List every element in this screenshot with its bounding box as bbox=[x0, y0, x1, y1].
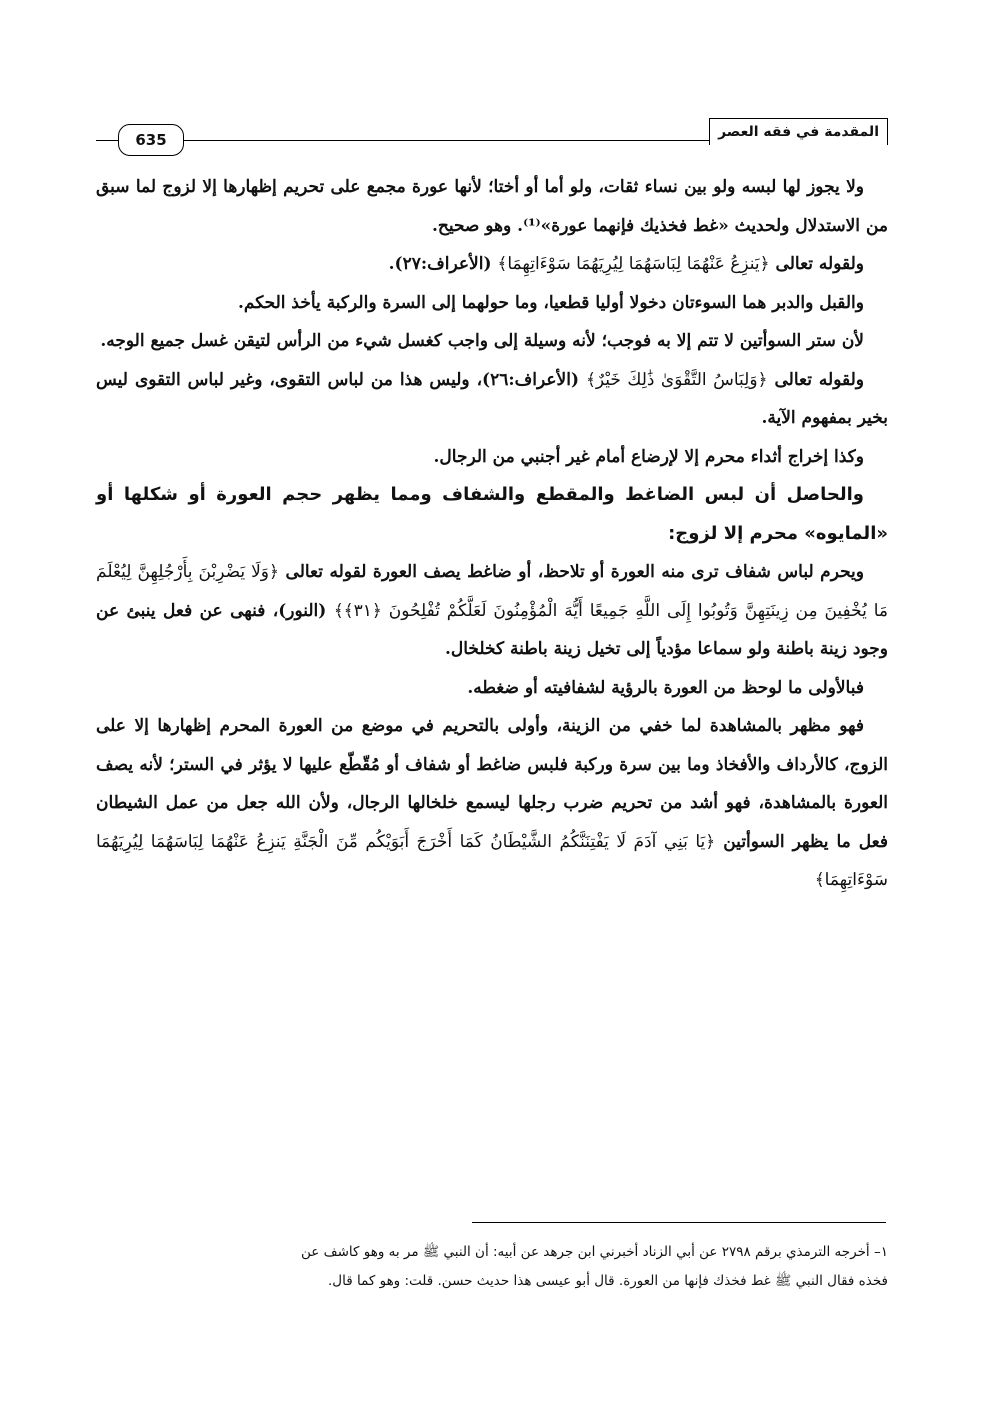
paragraph: وكذا إخراج أثداء محرم إلا لإرضاع أمام غير أجنبي من الرجال. bbox=[433, 446, 864, 467]
ornate-bracket-open: ﴿ bbox=[757, 369, 768, 390]
verse-intro: ولقوله تعالى bbox=[767, 369, 864, 390]
verse-reference: (الأعراف:٢٧). bbox=[388, 254, 498, 274]
paragraph: والقبل والدبر هما السوءتان دخولا أوليا قطعيا، وما حولهما إلى السرة والركبة يأخذ الحكم. bbox=[238, 292, 864, 313]
paragraph bbox=[96, 361, 888, 438]
quran-verse: وَلِبَاسُ التَّقْوَىٰ ذَٰلِكَ خَيْرٌ bbox=[595, 369, 758, 390]
footnote-rule bbox=[472, 1222, 886, 1223]
verse-reference: (النور)، فنهى عن فعل ينبئ عن وجود زينة باطنة ولو سماعا مؤدياً إلى تخيل زينة باطنة كخلخال. bbox=[96, 600, 888, 659]
ornate-bracket-open: ﴿ bbox=[705, 831, 716, 852]
paragraph-text: فهو مظهر بالمشاهدة لما خفي من الزينة، وأولى بالتحريم في موضع من العورة المحرم إظهارها إلا على الزوج، كالأرداف والأفخاذ وما بين سرة وركبة فلبس ضاغط أو شفاف أو مُقّطّع عليها لا يؤثر في الستر؛ لأنه يصف العورة بالمشاهدة، فهو أشد من تحريم ضرب رجلها ليسمع خلخالها الرجال، ولأن الله جعل من عمل الشيطان فعل ما يظهر السوأتين bbox=[96, 716, 888, 852]
page-number: 635 bbox=[118, 124, 184, 156]
quran-verse: يَنزِعُ عَنْهُمَا لِبَاسَهُمَا لِيُرِيَهُمَا سَوْءَاتِهِمَا bbox=[507, 254, 760, 274]
verse-intro: ويحرم لباس شفاف ترى منه العورة أو تلاحظ، أو ضاغط يصف العورة لقوله تعالى bbox=[278, 562, 864, 582]
paragraph bbox=[96, 553, 888, 669]
paragraph bbox=[96, 707, 888, 900]
paragraph: فبالأولى ما لوحظ من العورة بالرؤية لشفافيته أو ضغطه. bbox=[467, 677, 864, 698]
ornate-bracket-close: ﴾ bbox=[814, 870, 825, 890]
main-text bbox=[96, 168, 888, 900]
paragraph: لأن ستر السوأتين لا تتم إلا به فوجب؛ لأنه وسيلة إلى واجب كغسل شيء من الرأس لتيقن غسل جميع الوجه. bbox=[100, 331, 864, 351]
ornate-bracket-open: ﴿ bbox=[759, 254, 770, 274]
ornate-bracket-close: ﴾ bbox=[585, 369, 596, 390]
quran-verse: وَلَا يَضْرِبْنَ بِأَرْجُلِهِنَّ لِيُعْلَمَ مَا يُخْفِينَ مِن زِينَتِهِنَّ وَتُوبُوا إِلَى اللَّهِ جَمِيعًا أَيُّهَ الْمُؤْمِنُونَ لَعَلَّكُمْ تُفْلِحُونَ ﴿٣١﴾ bbox=[96, 562, 889, 621]
footnote-line: فخذه فقال النبي ﷺ غط فخذك فإنها من العورة. قال أبو عيسى هذا حديث حسن. قلت: وهو كما قال. bbox=[328, 1273, 888, 1289]
quran-verse: يَا بَنِي آدَمَ لَا يَفْتِنَنَّكُمُ الشَّيْطَانُ كَمَا أَخْرَجَ أَبَوَيْكُم مِّنَ الْجَنَّةِ يَنزِعُ عَنْهُمَا لِبَاسَهُمَا لِيُرِيَهُمَا سَوْءَاتِهِمَا bbox=[96, 831, 888, 890]
footnote bbox=[96, 1238, 888, 1296]
ornate-bracket-close: ﴾ bbox=[333, 600, 344, 621]
footnote-line: ١– أخرجه الترمذي برقم ٢٧٩٨ عن أبي الزناد أخبرني ابن جرهد عن أبيه: أن النبي ﷺ مر به وهو كاشف عن bbox=[301, 1244, 888, 1260]
book-title: المقدمة في فقه العصر bbox=[709, 118, 888, 145]
verse-intro: ولقوله تعالى bbox=[769, 254, 864, 274]
paragraph: ولا يجوز لها لبسه ولو بين نساء ثقات، ولو أما أو أختا؛ لأنها عورة مجمع على تحريم إظهارها إلا لزوج لما سبق من الاستدلال ولحديث «غط فخذيك فإنهما عورة»⁽¹⁾. وهو صحيح. bbox=[96, 177, 888, 236]
section-heading: والحاصل أن لبس الضاغط والمقطع والشفاف ومما يظهر حجم العورة أو شكلها أو «المايوه» محرم إلا لزوج: bbox=[96, 484, 888, 544]
paragraph bbox=[96, 245, 888, 284]
ornate-bracket-open: ﴿ bbox=[269, 562, 279, 582]
ornate-bracket-close: ﴾ bbox=[497, 254, 508, 274]
verse-reference: (الأعراف:٢٦)، وليس هذا من لباس التقوى، وغير لباس التقوى ليس بخير بمفهوم الآية. bbox=[96, 369, 888, 428]
